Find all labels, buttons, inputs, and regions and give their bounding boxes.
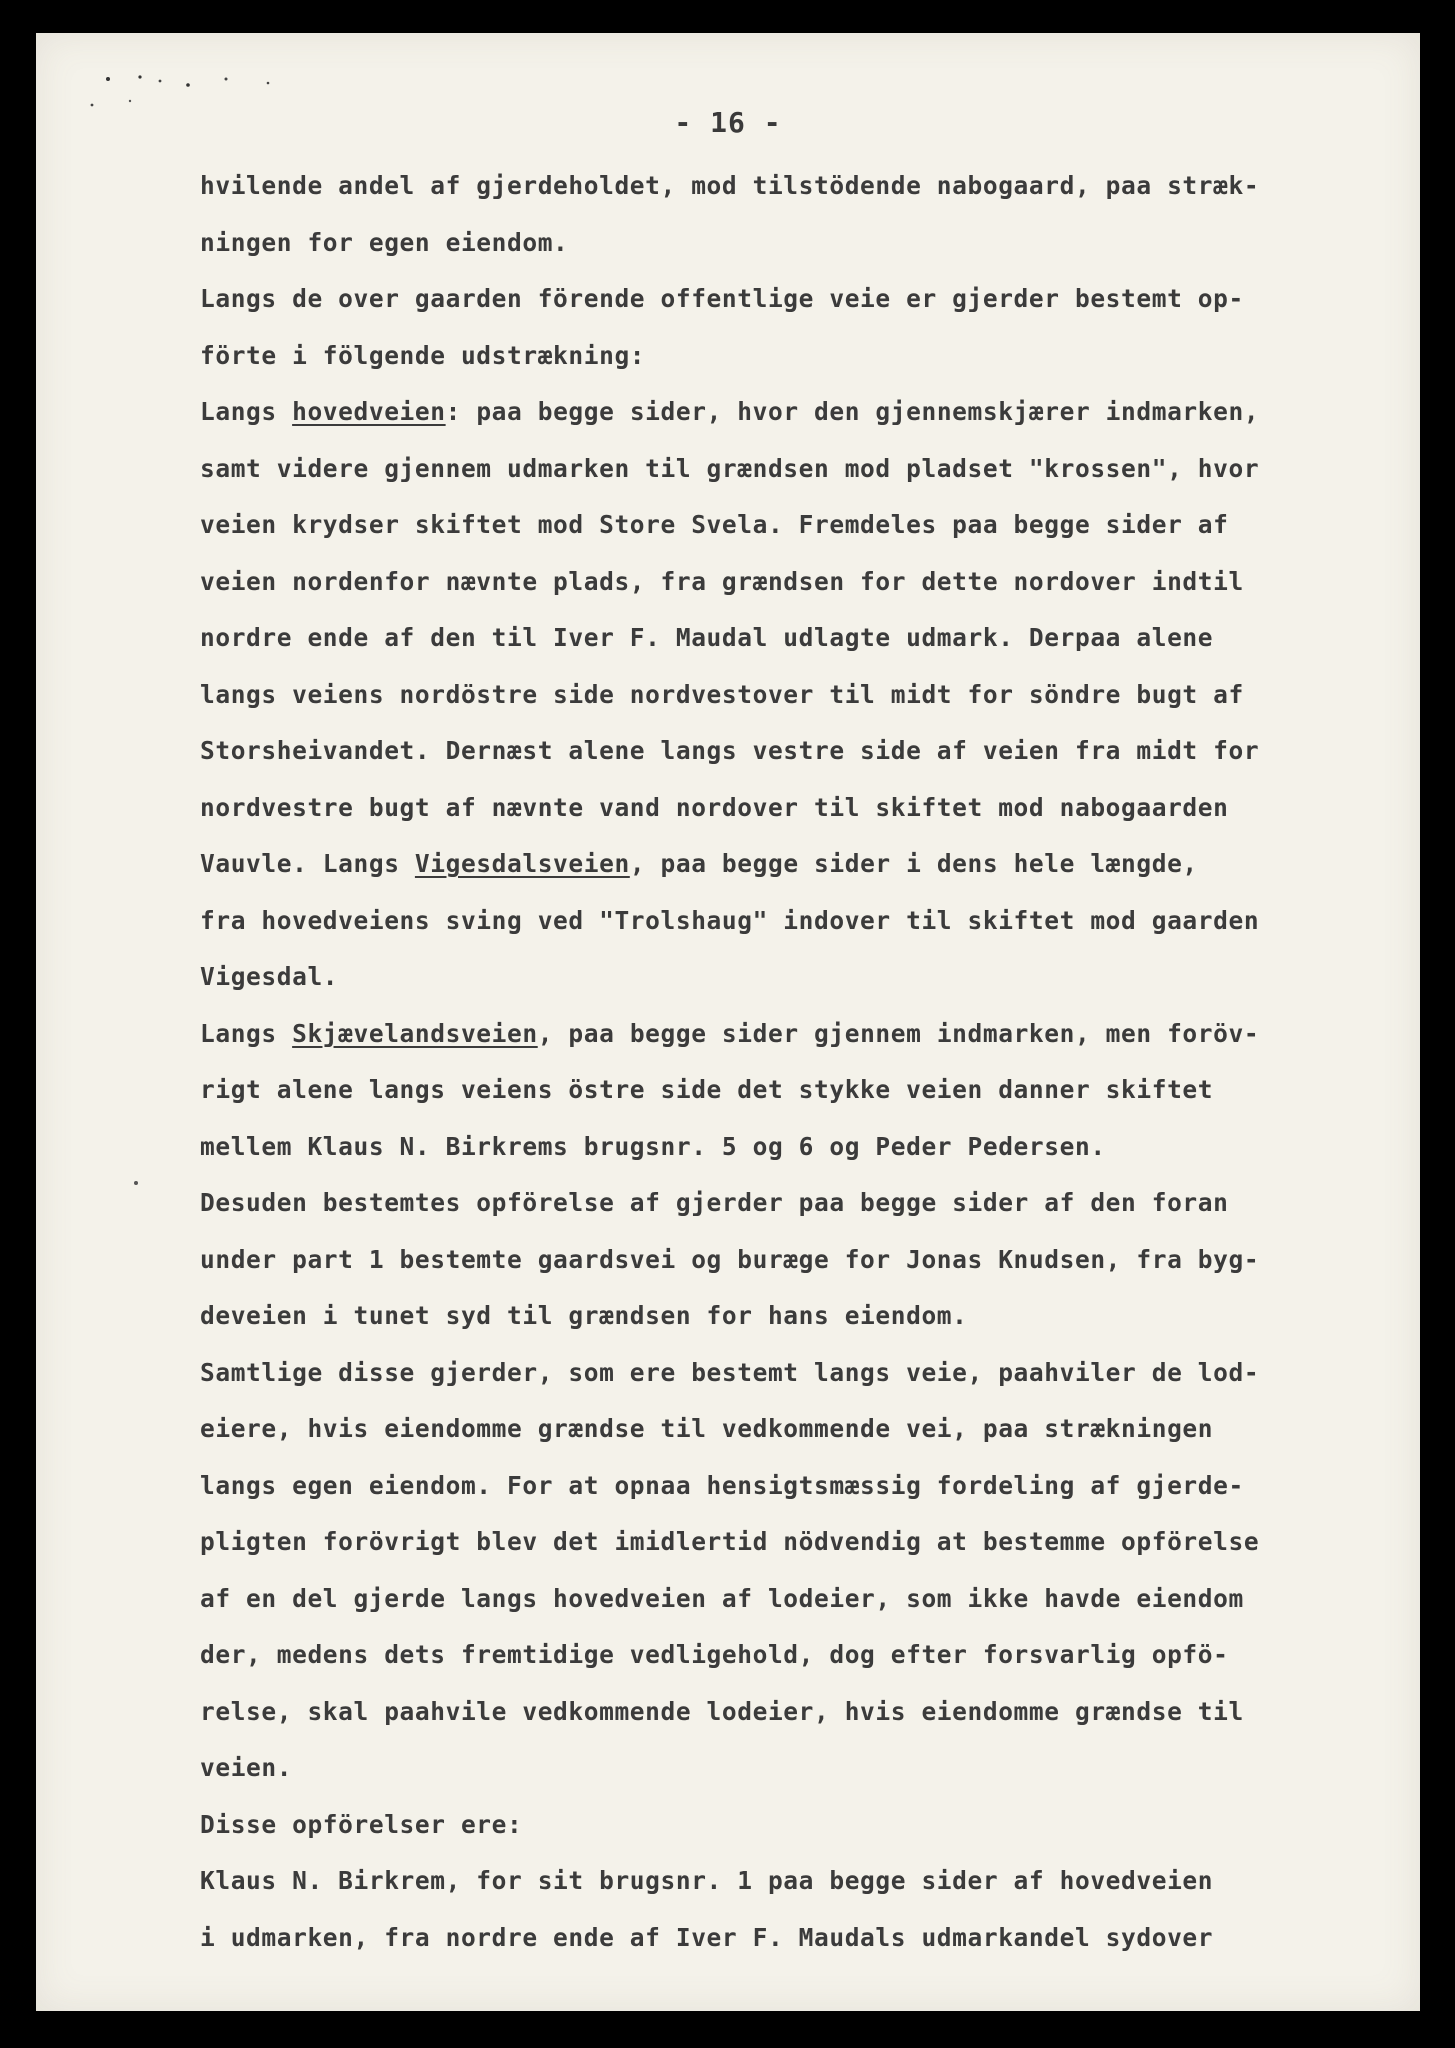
text-segment: ningen for egen eiendom. — [200, 227, 569, 257]
text-segment: nordre ende af den til Iver F. Maudal udlagte udmark. Derpaa alene — [200, 623, 1214, 652]
text-line — [200, 1910, 1400, 1967]
text-line — [200, 1627, 1400, 1684]
text-line — [200, 554, 1400, 611]
text-segment: langs egen eiendom. For at opnaa hensigtsmæssig fordeling af gjerde- — [200, 1470, 1244, 1500]
text-segment: Vigesdal. — [200, 962, 339, 991]
text-segment: Disse opförelser ere: — [200, 1809, 523, 1839]
text-segment: Storsheivandet. Dernæst alene langs vestre side af veien fra midt for — [200, 736, 1260, 765]
text-segment: Langs de over gaarden förende offentlige veie er gjerder bestemt op- — [200, 284, 1244, 313]
text-line — [200, 1571, 1400, 1628]
text-segment: langs veiens nordöstre side nordvestover til midt for söndre bugt af — [200, 679, 1244, 709]
text-segment: mellem Klaus N. Birkrems brugsnr. 5 og 6 og Peder Pedersen. — [200, 1131, 1106, 1161]
text-segment: veien krydser skiftet mod Store Svela. Fremdeles paa begge sider af — [200, 510, 1229, 539]
text-line — [200, 158, 1400, 215]
text-segment: förte i fölgende udstrækning: — [200, 340, 646, 370]
text-segment: i udmarken, fra nordre ende af Iver F. Maudals udmarkandel sydover — [200, 1922, 1214, 1952]
text-line — [200, 893, 1400, 950]
text-line — [200, 1175, 1400, 1232]
text-segment: samt videre gjennem udmarken til grændsen mod pladset "krossen", hvor — [200, 453, 1260, 483]
text-line — [200, 497, 1400, 554]
text-segment: under part 1 bestemte gaardsvei og buræge for Jonas Knudsen, fra byg- — [200, 1244, 1260, 1274]
text-line — [200, 1797, 1400, 1854]
text-segment: Samtlige disse gjerder, som ere bestemt langs veie, paahviler de lod- — [200, 1357, 1260, 1387]
text-segment: nordvestre bugt af nævnte vand nordover til skiftet mod nabogaarden — [200, 792, 1229, 822]
text-segment: eiere, hvis eiendomme grændse til vedkommende vei, paa strækningen — [200, 1414, 1214, 1443]
text-line — [200, 1232, 1400, 1289]
text-segment: fra hovedveiens sving ved "Trolshaug" indover til skiftet mod gaarden — [200, 905, 1260, 935]
text-segment: , paa begge sider gjennem indmarken, men foröv- — [537, 1018, 1260, 1048]
text-line — [200, 1853, 1400, 1910]
text-segment: der, medens dets fremtidige vedligehold, dog efter forsvarlig opfö- — [200, 1640, 1229, 1669]
text-line — [200, 1006, 1400, 1063]
text-line — [200, 1119, 1400, 1176]
text-segment: pligten forövrigt blev det imidlertid nödvendig at bestemme opförelse — [200, 1527, 1260, 1556]
text-segment: hvilende andel af gjerdeholdet, mod tilstödende nabogaard, paa stræk- — [200, 171, 1260, 200]
text-line — [200, 1514, 1400, 1571]
text-line — [200, 384, 1400, 441]
text-segment: veien. — [200, 1753, 293, 1782]
body-text — [200, 158, 1400, 1966]
underlined-term: Skjævelandsveien — [292, 1018, 538, 1048]
text-line — [200, 723, 1400, 780]
text-segment: Langs — [200, 397, 293, 426]
text-line — [200, 1684, 1400, 1741]
text-line — [200, 1458, 1400, 1515]
text-segment: relse, skal paahvile vedkommende lodeier, hvis eiendomme grændse til — [200, 1696, 1244, 1726]
text-segment: , paa begge sider i dens hele længde, — [629, 849, 1198, 878]
text-line — [200, 441, 1400, 498]
text-segment: af en del gjerde langs hovedveien af lodeier, som ikke havde eiendom — [200, 1583, 1244, 1613]
underlined-term: hovedveien — [292, 397, 446, 426]
text-line — [200, 667, 1400, 724]
text-segment: rigt alene langs veiens östre side det stykke veien danner skiftet — [200, 1075, 1214, 1104]
page-number: - 16 - — [674, 106, 782, 139]
text-segment: veien nordenfor nævnte plads, fra grændsen for dette nordover indtil — [200, 566, 1244, 596]
text-line — [200, 1401, 1400, 1458]
margin-mark — [134, 1181, 138, 1185]
text-line — [200, 215, 1400, 272]
text-line — [200, 1288, 1400, 1345]
text-segment: deveien i tunet syd til grændsen for hans eiendom. — [200, 1301, 968, 1330]
text-line — [200, 610, 1400, 667]
underlined-term: Vigesdalsveien — [414, 849, 630, 878]
text-line — [200, 780, 1400, 837]
text-segment: Klaus N. Birkrem, for sit brugsnr. 1 paa begge sider af hovedveien — [200, 1866, 1214, 1895]
text-line — [200, 328, 1400, 385]
text-segment: Vauvle. Langs — [200, 849, 415, 878]
text-line — [200, 836, 1400, 893]
text-line — [200, 949, 1400, 1006]
text-segment: Desuden bestemtes opförelse af gjerder paa begge sider af den foran — [200, 1188, 1229, 1217]
text-segment: : paa begge sider, hvor den gjennemskjærer indmarken, — [445, 397, 1260, 426]
text-line — [200, 1345, 1400, 1402]
text-line — [200, 271, 1400, 328]
text-line — [200, 1740, 1400, 1797]
document-page — [36, 33, 1420, 2011]
text-segment: Langs — [200, 1018, 293, 1048]
text-line — [200, 1062, 1400, 1119]
